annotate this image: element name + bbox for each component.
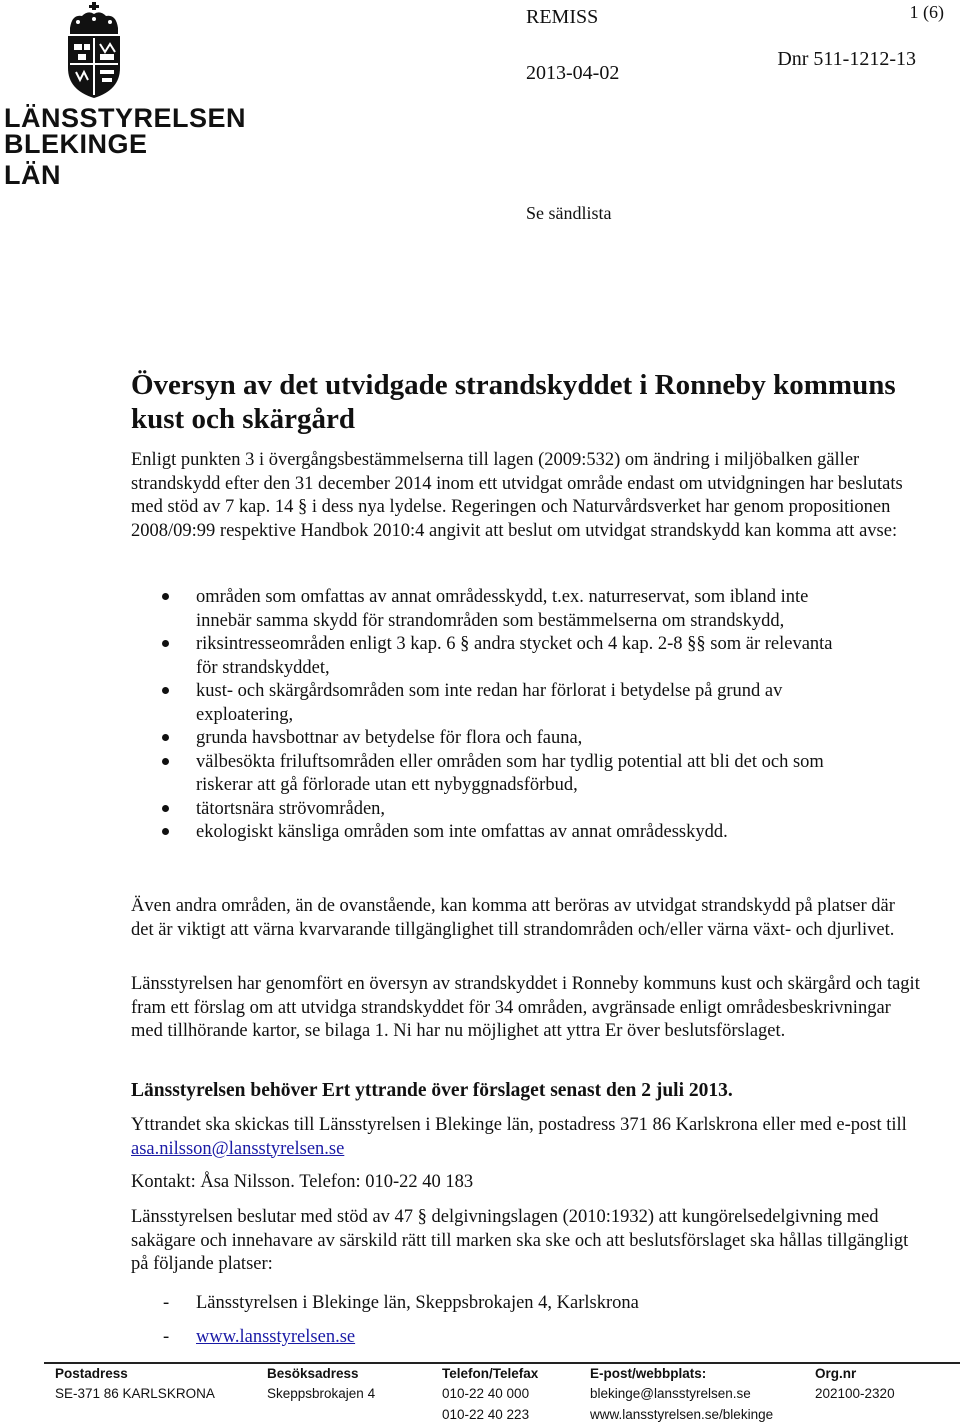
decision-paragraph: Länsstyrelsen beslutar med stöd av 47 § delgivningslagen (2010:1932) att kungörelsedelgivning med sakägare och innehavare av särskild rätt till marken ska ske och att beslutsförslaget ska hållas tillgängligt på följande platser: [131, 1207, 909, 1274]
list-item [131, 727, 851, 751]
list-item-text: kust- och skärgårdsområden som inte redan har förlorat i betydelse på grund av exploatering, [196, 681, 783, 725]
footer-fax: 010-22 40 223 [442, 1407, 530, 1422]
criteria-list [131, 586, 851, 845]
logo-line-1: LÄNSSTYRELSEN [4, 103, 247, 133]
footer-phone: 010-22 40 000 [442, 1386, 530, 1401]
list-item [131, 1320, 639, 1354]
list-item [131, 680, 851, 727]
contact-line: Kontakt: Åsa Nilsson. Telefon: 010-22 40 183 [131, 1172, 474, 1192]
website-link[interactable]: www.lansstyrelsen.se [196, 1327, 356, 1347]
intro-paragraph: Enligt punkten 3 i övergångsbestämmelserna till lagen (2009:532) om ändring i miljöbalken gäller strandskydd efter den 31 december 2014 inom ett utvidgat område endast om utvidgningen har beslutats med stöd av 7 kap. 14 § i dess nya lydelse. Regeringen och Naturvårdsverket har genom propositionen 2008/09:99 respektive Handbok 2010:4 angivit att beslut om utvidgat strandskydd kan komma att avse: [131, 450, 903, 541]
footer-org-label: Org.nr [815, 1366, 857, 1381]
place-text: Länsstyrelsen i Blekinge län, Skeppsbrokajen 4, Karlskrona [196, 1293, 639, 1313]
document-title: Översyn av det utvidgade strandskyddet i Ronneby kommuns kust och skärgård [131, 369, 896, 435]
footer-divider [44, 1362, 960, 1364]
footer-postal-label: Postadress [55, 1366, 128, 1381]
footer-phone-label: Telefon/Telefax [442, 1366, 539, 1381]
list-item-text: tätortsnära strövområden, [196, 798, 386, 819]
list-item [131, 633, 851, 680]
coat-of-arms-icon [60, 2, 128, 100]
dash-icon: - [163, 1327, 170, 1347]
document-type: REMISS [526, 6, 599, 28]
diary-number: Dnr 511-1212-13 [777, 48, 916, 70]
list-item-text: välbesökta friluftsområden eller områden som har tydlig potential att bli det och som riskerar att gå förlorade utan ett nybyggnadsförbud, [196, 751, 824, 795]
document-date: 2013-04-02 [526, 62, 620, 84]
list-item [131, 586, 851, 633]
logo-line-2: BLEKINGE LÄN [4, 129, 148, 190]
dash-icon: - [163, 1293, 170, 1313]
bullet-icon [162, 828, 169, 835]
footer-web: www.lansstyrelsen.se/blekinge [590, 1407, 774, 1422]
list-item-text: grunda havsbottnar av betydelse för flora och fauna, [196, 728, 583, 748]
bullet-icon [162, 687, 169, 694]
bullet-icon [162, 805, 169, 812]
list-item-text: ekologiskt känsliga områden som inte omfattas av annat områdesskydd. [196, 822, 728, 842]
footer-web-label: E-post/webbplats: [590, 1366, 707, 1381]
bullet-icon [162, 593, 169, 600]
submission-text: Yttrandet ska skickas till Länsstyrelsen i Blekinge län, postadress 371 86 Karlskrona eller med e-post till [131, 1115, 907, 1135]
bullet-icon [162, 640, 169, 647]
footer-postal: SE-371 86 KARLSKRONA [55, 1386, 215, 1401]
submission-paragraph [131, 1114, 921, 1161]
list-item-text: områden som omfattas av annat områdesskydd, t.ex. naturreservat, som ibland inte innebär samma skydd för strandområden som bestämmelserna om strandskydd, [196, 587, 809, 631]
list-item-text: riksintresseområden enligt 3 kap. 6 § andra stycket och 4 kap. 2-8 §§ som är relevanta för strandskyddet, [196, 634, 833, 678]
other-areas-paragraph: Även andra områden, än de ovanstående, kan komma att beröras av utvidgat strandskydd på platser där det är viktigt att värna kvarvarande tillgänglighet till strandområden och/eller värna växt- och djurlivet. [131, 896, 895, 940]
list-item [131, 798, 851, 822]
deadline-statement: Länsstyrelsen behöver Ert yttrande över förslaget senast den 2 juli 2013. [131, 1080, 733, 1101]
review-paragraph: Länsstyrelsen har genomfört en översyn av strandskyddet i Ronneby kommuns kust och skärgård och tagit fram ett förslag om att utvidga strandskyddet för 34 områden, avgränsade enligt områdesbeskrivningar med tillhörande kartor, se bilaga 1. Ni har nu möjlighet att yttra Er över beslutsförslaget. [131, 974, 920, 1041]
footer-visit-label: Besöksadress [267, 1366, 359, 1381]
bullet-icon [162, 758, 169, 765]
recipients-note: Se sändlista [526, 203, 612, 223]
list-item [131, 821, 851, 845]
bullet-icon [162, 734, 169, 741]
places-list [131, 1286, 639, 1354]
email-link[interactable]: asa.nilsson@lansstyrelsen.se [131, 1138, 345, 1159]
page-number: 1 (6) [909, 2, 944, 22]
footer-org: 202100-2320 [815, 1386, 895, 1401]
footer-email: blekinge@lansstyrelsen.se [590, 1386, 751, 1401]
lansstyrelsen-logo [0, 0, 247, 190]
list-item [131, 1286, 639, 1320]
list-item [131, 751, 851, 798]
footer-visit: Skeppsbrokajen 4 [267, 1386, 376, 1401]
